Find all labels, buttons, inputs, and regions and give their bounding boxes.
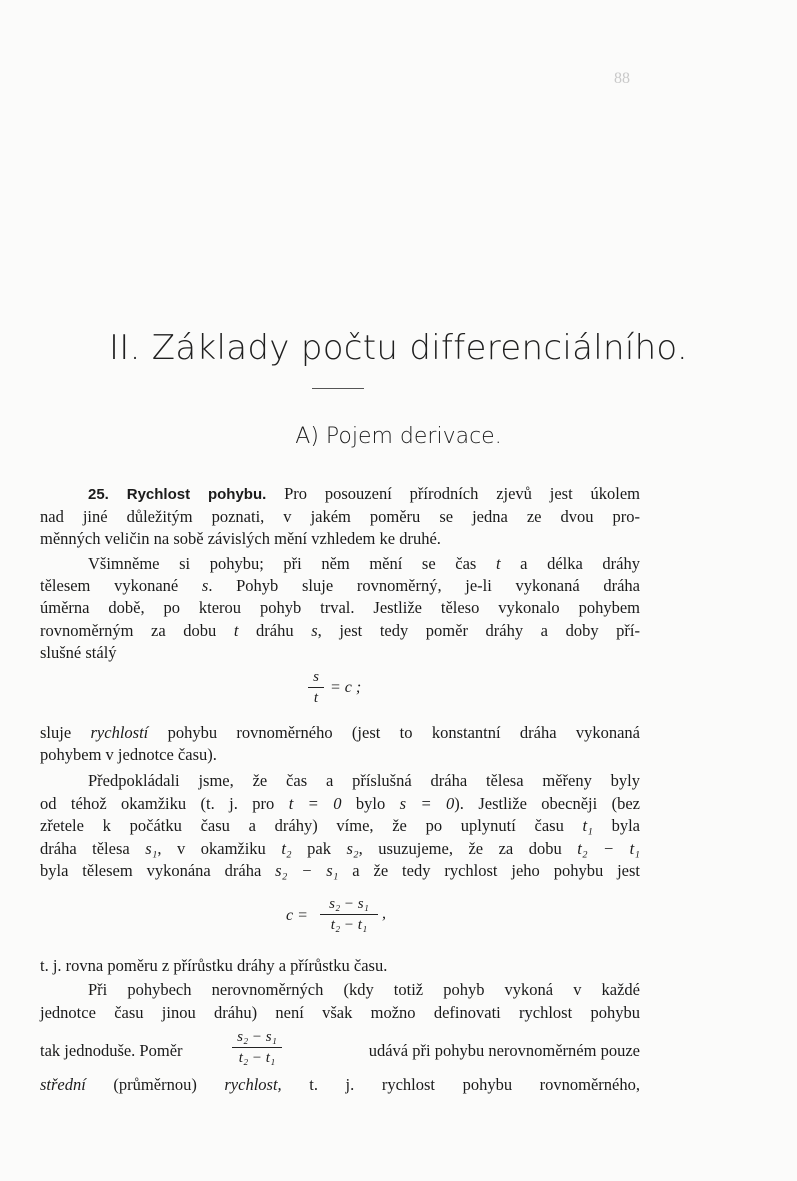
chapter-title: II. Základy počtu differenciálního. xyxy=(108,328,689,368)
para2-line1: Všimněme si pohybu; při něm mění se čas t a délka dráhy xyxy=(88,554,641,573)
para5-line1: t. j. rovna poměru z přírůstku dráhy a přírůstku času. xyxy=(40,956,388,975)
para2-line3: úměrna době, po kterou pohyb trval. Jestliže těleso vykonalo pohybem xyxy=(40,598,640,617)
section-heading: 25. Rychlost pohybu. xyxy=(88,486,267,503)
para3-line2: pohybem v jednotce času). xyxy=(40,745,217,764)
formula2-lhs: c = xyxy=(286,907,308,924)
para4-line2: od téhož okamžiku (t. j. pro t = 0 bylo s = 0). Jestliže obecněji (bez xyxy=(40,794,641,813)
para1-line2: nad jiné důležitým poznati, v jakém poměru se jedna ze dvou pro- xyxy=(40,507,640,526)
fraction-bar xyxy=(320,914,378,915)
para6-fraction xyxy=(232,1028,282,1067)
para2-line2: tělesem vykonané s. Pohyb sluje rovnoměrný, je-li vykonaná dráha xyxy=(40,576,640,595)
section-title: A) Pojem derivace. xyxy=(295,424,502,449)
para2-line5: slušné stálý xyxy=(40,643,117,662)
title-divider xyxy=(312,388,364,389)
para2-line4: rovnoměrným za dobu t dráhu s, jest tedy poměr dráhy a doby pří- xyxy=(40,621,640,640)
para3-line1: sluje rychlostí pohybu rovnoměrného (jest to konstantní dráha vykonaná xyxy=(40,723,641,742)
formula2-fraction xyxy=(320,895,378,934)
fraction-bar xyxy=(232,1047,282,1048)
formula2-denominator: t₂ − t₁ xyxy=(330,917,368,933)
para6-line3a: tak jednoduše. Poměr xyxy=(40,1041,183,1060)
page-number: 88 xyxy=(614,70,630,87)
para4-line3: zřetele k počátku času a dráhy) víme, že po uplynutí času t₁ byla xyxy=(40,816,640,835)
formula1-numerator: s xyxy=(313,669,319,685)
formula2-numerator: s₂ − s₁ xyxy=(329,896,369,912)
para6-fraction-numerator: s₂ − s₁ xyxy=(237,1029,277,1045)
para6-line2: jednotce času jinou dráhu) není však možno definovati rychlost pohybu xyxy=(40,1003,640,1022)
para4-line4: dráha tělesa s₁, v okamžiku t₂ pak s₂, usuzujeme, že za dobu t₂ − t₁ xyxy=(40,839,641,858)
fraction-bar xyxy=(308,687,324,688)
para1-line1: 25. Rychlost pohybu. Pro posouzení přírodních zjevů jest úkolem xyxy=(88,484,640,503)
para6-fraction-denominator: t₂ − t₁ xyxy=(238,1050,276,1066)
formula1-denominator: t xyxy=(313,690,319,706)
para1-line3: měnných veličin na sobě závislých mění vzhledem ke druhé. xyxy=(40,529,441,548)
para6-line4: střední (průměrnou) rychlost, t. j. rychlost pohybu rovnoměrného, xyxy=(40,1075,640,1094)
para6-line1: Při pohybech nerovnoměrných (kdy totiž pohyb vykoná v každé xyxy=(88,980,640,999)
formula1-fraction xyxy=(308,668,324,707)
para6-line3b: udává při pohybu nerovnoměrném pouze xyxy=(368,1041,640,1060)
formula2-comma: , xyxy=(382,905,386,922)
formula1-rhs: = c ; xyxy=(330,679,362,696)
para4-line5: byla tělesem vykonána dráha s₂ − s₁ a že tedy rychlost jeho pohybu jest xyxy=(40,861,641,880)
para4-line1: Předpokládali jsme, že čas a příslušná dráha tělesa měřeny byly xyxy=(88,771,640,790)
